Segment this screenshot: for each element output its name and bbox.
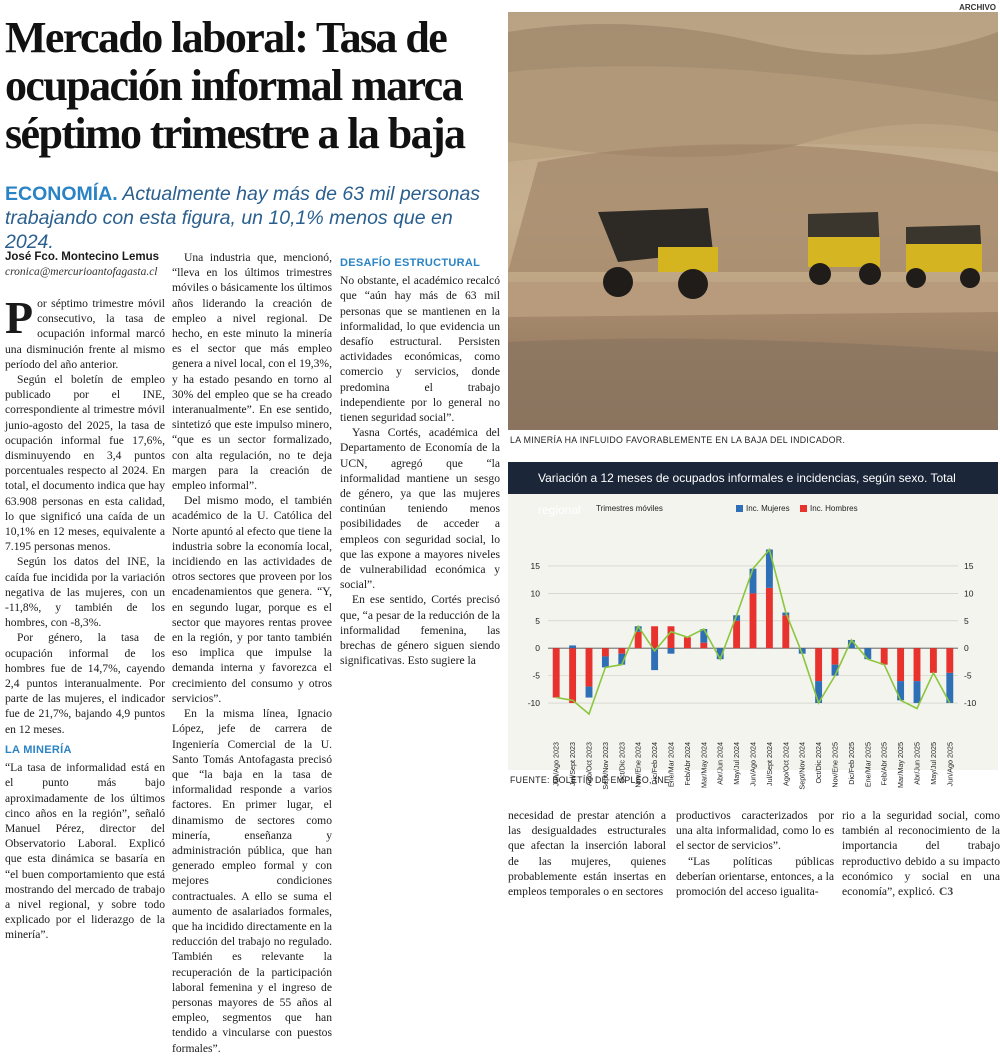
x-tick-label: Abr/Jun 2025 — [913, 742, 922, 785]
bar-hombres — [930, 648, 937, 673]
paragraph: En la misma línea, Ignacio López, jefe de carrera de Ingeniería Comercial de la U. Santo Tomás Antofagasta precisó que “la baja en la tasa de informalidad responde a varios factores. En primer lugar, el dinamismo de sectores como minería, enseñanza y administración pública, que han generado empleo formal y con mejores condiciones contractuales. A ello se suma el aumento de asalariados formales, que ha incidido directamente en la reducción del trabajo no regulado. También es relevante la recuperación de la participación laboral femenina y el ingreso de personas mayores de 55 años al empleo, segmentos que han tendido a vincularse con puestos formales”. — [172, 706, 332, 1056]
paragraph: No obstante, el académico recalcó que “aún hay más de 63 mil personas que se mantienen en la informalidad, lo que evidencia un desafío estructural. Persisten actividades económicas, como comercio y servicios, donde predomina el trabajo independiente por lo general no tienen seguridad social”. — [340, 273, 500, 425]
paragraph: Según el boletín de empleo publicado por el INE, correspondiente al trimestre móvil junio-agosto del 2025, la tasa de ocupación informal fue 17,6%, disminuyendo en 3,4 puntos porcentuales respecto al 2024. En total, el documento indica que hay 63.908 personas en esta calidad, lo que significó una caída de un 10,1% en 12 meses, equivalente a 7.195 personas menos. — [5, 372, 165, 554]
paragraph: productivos caracterizados por una alta informalidad, como lo es el sector de servicios”. — [676, 808, 834, 854]
bar-hombres — [618, 648, 625, 653]
x-tick-label: Jul/Sept 2023 — [568, 742, 577, 786]
x-tick-label: Dic/Feb 2024 — [650, 742, 659, 785]
author-name: José Fco. Montecino Lemus — [5, 250, 165, 265]
bar-hombres — [766, 588, 773, 648]
x-tick-label: Abr/Jun 2024 — [716, 742, 725, 785]
y-tick-label-right: 5 — [964, 616, 969, 626]
bottom-column-2 — [676, 808, 834, 899]
bar-hombres — [832, 648, 839, 664]
x-tick-label: Mar/May 2024 — [699, 742, 708, 788]
drop-cap: P — [5, 298, 33, 338]
bar-hombres — [733, 621, 740, 648]
paragraph — [5, 296, 165, 372]
paragraph: rio a la seguridad social, como también al reconocimiento de la importancia del trabajo reproductivo debido a su impacto económico y social en una economía”, explicó. C3 — [842, 808, 1000, 899]
body-column-1 — [5, 296, 165, 943]
y-tick-label-right: 15 — [964, 561, 974, 571]
paragraph: necesidad de prestar atención a las desigualdades estructurales que afectan la inserción laboral de las mujeres, quienes probablemente están insertas en empleos temporales o en sectores — [508, 808, 666, 899]
x-tick-label: Nov/Ene 2024 — [634, 742, 643, 788]
x-tick-label: Ene/Mar 2024 — [667, 742, 676, 787]
source-note: FUENTE: BOLETÍN DE EMPLEO, INE. — [510, 775, 673, 785]
bar-mujeres — [668, 648, 675, 653]
bar-hombres — [635, 632, 642, 648]
bar-hombres — [651, 626, 658, 648]
byline — [5, 250, 165, 280]
legend-label-mujeres: Inc. Mujeres — [746, 504, 790, 513]
x-tick-label: Dic/Feb 2025 — [847, 742, 856, 785]
paragraph: En ese sentido, Cortés precisó que, “a pesar de la reducción de la informalidad femenina, las brechas de género siguen siendo significativas. Esto sugiere la — [340, 592, 500, 668]
mining-trucks-image — [508, 12, 998, 430]
x-tick-label: Sept/Nov 2023 — [601, 742, 610, 790]
y-tick-label-right: -5 — [964, 671, 972, 681]
paragraph: Por género, la tasa de ocupación informal de los hombres fue de 14,7%, cayendo 2,4 puntos interanualmente. Por parte de las mujeres, el indicador fue de 21,7%, bajando 4,9 puntos en 12 meses. — [5, 630, 165, 736]
bar-mujeres — [586, 687, 593, 698]
x-tick-label: Mar/May 2025 — [896, 742, 905, 788]
bar-mujeres — [750, 569, 757, 594]
bar-hombres — [553, 648, 560, 697]
y-tick-label-right: 0 — [964, 643, 969, 653]
bar-hombres — [684, 637, 691, 648]
chart-title: Variación a 12 meses de ocupados informales e incidencias, según sexo. Total regional — [508, 462, 998, 494]
y-tick-label-left: 5 — [535, 616, 540, 626]
x-tick-label: Ene/Mar 2025 — [863, 742, 872, 787]
paragraph-text: or séptimo trimestre móvil consecutivo, la tasa de ocupación informal marcó una disminución frente al mismo período del año anterior. — [5, 297, 165, 371]
y-tick-label-left: 15 — [531, 561, 541, 571]
x-tick-label: Jun/Ago 2025 — [945, 742, 954, 786]
chart-plot — [508, 494, 998, 770]
bar-hombres — [750, 593, 757, 648]
lede — [5, 182, 500, 254]
body-column-2 — [172, 250, 332, 1056]
paragraph: “La tasa de informalidad está en el punto más bajo aproximadamente de los últimos cinco años en la región”, señaló Manuel Pérez, director del Observatorio Laboral. Explicó que esta dinámica se basaría en “el buen comportamiento que está mostrando del mercado de trabajo a nivel regional, y sobre todo explicado por el liderazgo de la minería”. — [5, 760, 165, 942]
bar-hombres — [602, 648, 609, 656]
legend-swatch-hombres — [800, 505, 807, 512]
x-tick-label: Oct/Dic 2024 — [814, 742, 823, 784]
legend-label-hombres: Inc. Hombres — [810, 504, 858, 513]
paragraph: Del mismo modo, el también académico de la U. Católica del Norte apuntó al efecto que tiene la industria sobre la economía local, incidiendo en las actividades de otros sectores que proveen por los encadenamientos que genera. “Y, en segundo lugar, porque es el sector que mayores rentas provee en la región, y por tanto también eso implica que impulse la demanda interna y favorezca el crecimiento del consumo y otros servicios”. — [172, 493, 332, 706]
x-tick-label: May/Jul 2025 — [929, 742, 938, 785]
x-tick-label: Oct/Dic 2023 — [617, 742, 626, 784]
bar-hombres — [668, 626, 675, 648]
bar-mujeres — [897, 681, 904, 700]
bar-hombres — [815, 648, 822, 681]
chart — [508, 462, 998, 770]
bar-hombres — [569, 648, 576, 703]
x-tick-label: Nov/Ene 2025 — [831, 742, 840, 788]
mining-photo — [508, 12, 998, 430]
paragraph: Según los datos del INE, la caída fue incidida por la variación negativa de las mujeres, con un -11,8%, y también de los hombres, con -8,3%. — [5, 554, 165, 630]
bar-hombres — [897, 648, 904, 681]
x-tick-label: Feb/Abr 2024 — [683, 742, 692, 786]
x-tick-label: May/Jul 2024 — [732, 742, 741, 785]
y-tick-label-left: -10 — [528, 698, 541, 708]
paragraph: Una industria que, mencionó, “lleva en los últimos trimestres móviles o básicamente los últimos años liderando la creación de empleo a nivel regional. De hecho, en este minuto la minería es el sector que más empleo genera a nivel local, con el 19,3%, y ha estado pesando en torno al 30% del empleo que se ha creado interanualmente”. En ese sentido, sintetizó que este impulso minero, “que es un sector formalizado, con alta regulación, no te deja margen para la creación de empleo informal”. — [172, 250, 332, 493]
photo-credit: ARCHIVO — [959, 3, 996, 12]
legend-swatch-mujeres — [736, 505, 743, 512]
bottom-column-1 — [508, 808, 666, 899]
paragraph: Yasna Cortés, académica del Departamento de Economía de la UCN, agregó que “la informalidad mantiene un sesgo de género, ya que las mujeres continúan teniendo menos posibilidades de acceder a empleos con seguridad social, lo que las expone a mayores niveles de vulnerabilidad económica y social”. — [340, 425, 500, 592]
section-kicker: ECONOMÍA. — [5, 183, 118, 205]
headline: Mercado laboral: Tasa de ocupación informal marca séptimo trimestre a la baja — [5, 14, 495, 158]
x-tick-label: Feb/Abr 2025 — [880, 742, 889, 786]
x-tick-label: Jun/Ago 2024 — [749, 742, 758, 786]
photo-caption: LA MINERÍA HA INFLUIDO FAVORABLEMENTE EN LA BAJA DEL INDICADOR. — [510, 435, 845, 445]
bar-mujeres — [766, 549, 773, 587]
bar-hombres — [586, 648, 593, 686]
end-mark: C3 — [939, 885, 953, 898]
bar-hombres — [914, 648, 921, 681]
paragraph: “Las políticas públicas deberían orientarse, entonces, a la promoción del acceso igualita- — [676, 854, 834, 900]
lede-text: Actualmente hay más de 63 mil personas trabajando con esta figura, un 10,1% menos que en 2024. — [5, 183, 480, 253]
x-tick-label: Jul/Sept 2024 — [765, 742, 774, 786]
line-series-label: Trimestres móviles — [596, 504, 663, 513]
bar-hombres — [881, 648, 888, 664]
x-tick-label: Ago/Oct 2024 — [781, 742, 790, 786]
y-tick-label-right: 10 — [964, 588, 974, 598]
bar-mujeres — [914, 681, 921, 703]
y-tick-label-left: 10 — [531, 588, 541, 598]
subhead-mineria: LA MINERÍA — [5, 743, 165, 758]
bar-hombres — [946, 648, 953, 673]
bar-mujeres — [602, 656, 609, 667]
bar-mujeres — [569, 645, 576, 648]
x-tick-label: Jun/Ago 2023 — [552, 742, 561, 786]
x-tick-label: Sept/Nov 2024 — [798, 742, 807, 790]
x-tick-label: Ago/Oct 2023 — [585, 742, 594, 786]
bar-hombres — [700, 643, 707, 648]
body-column-3 — [340, 250, 500, 668]
author-email[interactable]: cronica@mercurioantofagasta.cl — [5, 265, 165, 280]
bottom-column-3 — [842, 808, 1000, 899]
y-tick-label-right: -10 — [964, 698, 977, 708]
subhead-desafio: DESAFÍO ESTRUCTURAL — [340, 256, 500, 271]
y-tick-label-left: 0 — [535, 643, 540, 653]
y-tick-label-left: -5 — [532, 671, 540, 681]
